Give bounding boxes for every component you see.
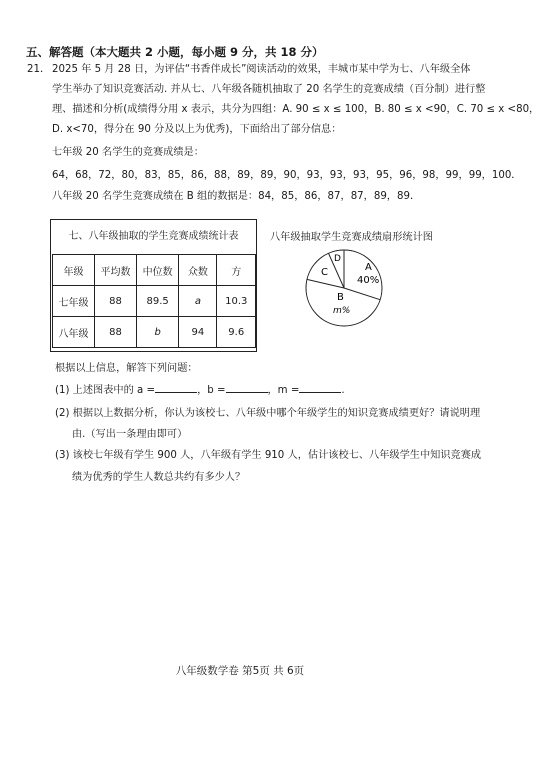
problem-line-3: 理、描述和分析(成绩得分用 x 表示，共分为四组：A. 90 ≤ x ≤ 100，B. 80 ≤ x <90，C. 70 ≤ x <80， <box>52 104 539 115</box>
table-cell: 七年级 <box>53 286 95 317</box>
problem-line-1: 2025 年 5 月 28 日，为评估“书香伴成长”阅读活动的效果，丰城市某中学为七、八年级全体 <box>52 64 471 75</box>
pie-chart-title: 八年级抽取学生竞赛成绩扇形统计图 <box>270 232 433 243</box>
table-header-cell: 平均数 <box>94 255 136 286</box>
pie-chart <box>298 242 418 332</box>
section-title: 五、解答题（本大题共 2 小题，每小题 9 分，共 18 分） <box>26 45 324 59</box>
pie-label-B-percent: m% <box>333 306 351 316</box>
grade7-scores-data: 64，68，72，80，83，85，86，88，89，89，90，93，93，93，95，96，98，99，99，100． <box>52 170 522 181</box>
table-header-row <box>53 255 256 286</box>
table-cell: a <box>179 286 217 317</box>
grade7-scores-label: 七年级 20 名学生的竞赛成绩是： <box>52 147 204 158</box>
answer-blank-m <box>299 382 341 393</box>
question-1-text: (1) 上述图表中的 a = <box>55 385 156 396</box>
problem-number: 21． <box>27 64 51 75</box>
answer-blank-b <box>226 382 268 393</box>
pie-label-A-percent: 40% <box>357 275 380 286</box>
pie-label-C: C <box>321 267 328 278</box>
stats-table-title: 七、八年级抽取的学生竞赛成绩统计表 <box>68 231 239 242</box>
questions-intro: 根据以上信息，解答下列问题： <box>55 363 198 374</box>
answer-blank-a <box>155 382 197 393</box>
problem-line-4: D. x<70，得分在 90 分及以上为优秀)，下面给出了部分信息： <box>52 124 342 135</box>
stats-table-box <box>50 219 257 352</box>
table-cell: 89.5 <box>136 286 178 317</box>
table-cell: 88 <box>94 317 136 348</box>
table-header-cell: 年级 <box>53 255 95 286</box>
pie-label-A: A <box>365 262 372 273</box>
table-header-cell: 中位数 <box>136 255 178 286</box>
question-1-b-text: ，b = <box>197 385 226 396</box>
grade8-groupB-data: 八年级 20 名学生竞赛成绩在 B 组的数据是：84，85，86，87，87，89，89． <box>52 191 421 202</box>
question-1 <box>55 381 345 396</box>
table-header-cell: 众数 <box>179 255 217 286</box>
table-header-cell: 方 <box>217 255 256 286</box>
page-footer: 八年级数学卷 第5页 共 6页 <box>175 665 305 677</box>
table-cell: 88 <box>94 286 136 317</box>
table-row <box>53 317 256 348</box>
question-3-line-2: 绩为优秀的学生人数总共约有多少人？ <box>72 472 246 483</box>
table-cell: 9.6 <box>217 317 256 348</box>
question-1-end: . <box>341 385 345 396</box>
question-3-line-1: (3) 该校七年级有学生 900 人，八年级有学生 910 人，估计该校七、八年级学生中知识竞赛成 <box>55 450 482 461</box>
table-cell: b <box>136 317 178 348</box>
stats-table <box>52 254 256 348</box>
pie-label-B: B <box>337 292 344 303</box>
table-cell: 94 <box>179 317 217 348</box>
question-1-m-text: ，m = <box>267 385 300 396</box>
table-row <box>53 286 256 317</box>
problem-line-2: 学生举办了知识竞赛活动. 并从七、八年级各随机抽取了 20 名学生的竞赛成绩（百分制）进行整 <box>52 84 486 95</box>
question-2-line-1: (2) 根据以上数据分析，你认为该校七、八年级中哪个年级学生的知识竞赛成绩更好？请说明理 <box>55 408 481 419</box>
question-2-line-2: 由.（写出一条理由即可） <box>72 429 188 440</box>
pie-label-D: D <box>334 254 341 264</box>
table-cell: 八年级 <box>53 317 95 348</box>
table-cell: 10.3 <box>217 286 256 317</box>
